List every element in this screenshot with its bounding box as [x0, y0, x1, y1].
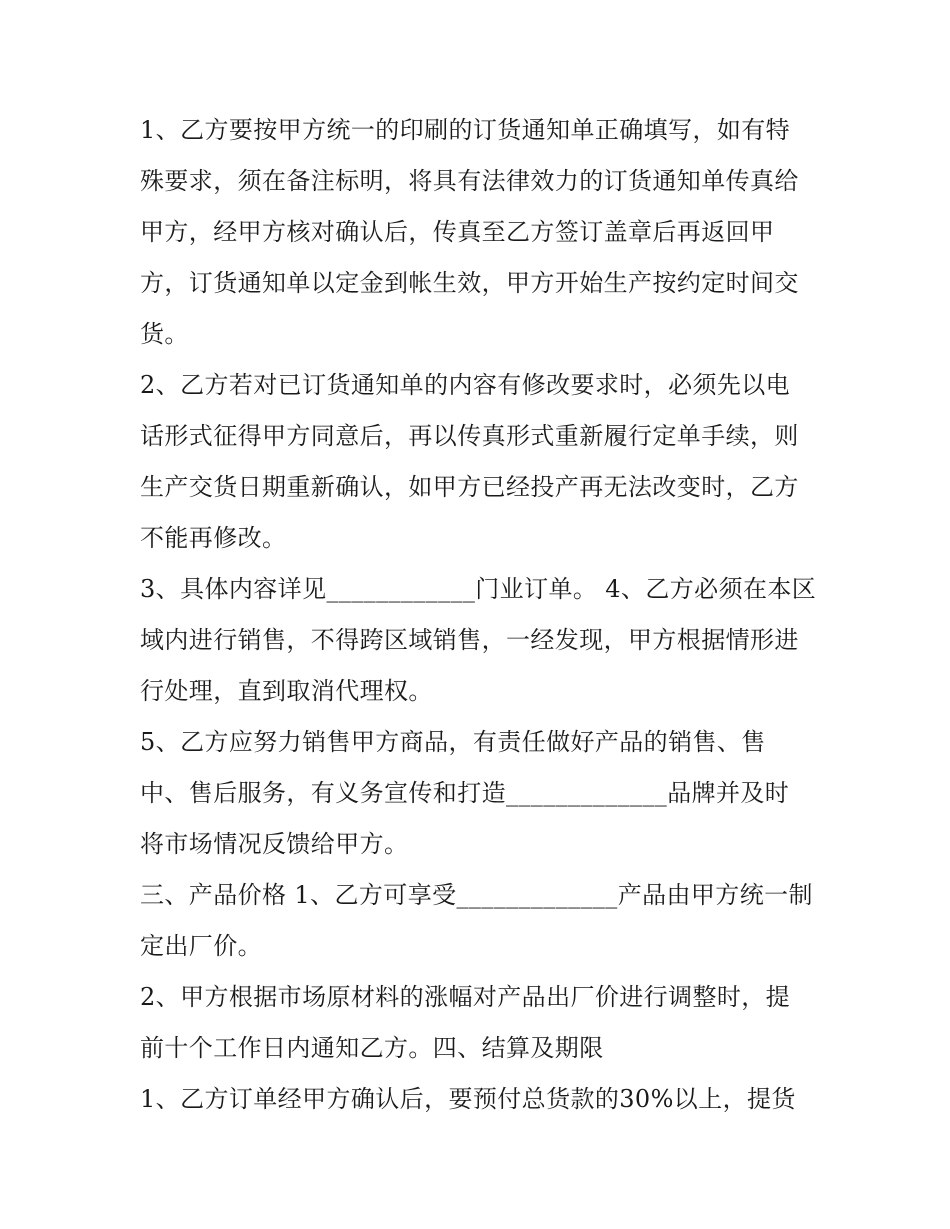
text-line: 1、乙方要按甲方统一的印刷的订货通知单正确填写，如有特 [140, 116, 791, 144]
text-line: 域内进行销售，不得跨区域销售，一经发现，甲方根据情形进 [140, 626, 799, 654]
text-line: 前十个工作日内通知乙方。四、结算及期限 [140, 1034, 604, 1062]
text-line: 将市场情况反馈给甲方。 [140, 830, 409, 858]
text-line: 生产交货日期重新确认，如甲方已经投产再无法改变时，乙方 [140, 473, 799, 501]
text-line: 中、售后服务，有义务宣传和打造_____________品牌并及时 [140, 779, 790, 807]
text-line: 不能再修改。 [140, 524, 287, 552]
text-line: 定出厂价。 [140, 932, 262, 960]
text-line: 行处理，直到取消代理权。 [140, 677, 433, 705]
text-line: 3、具体内容详见____________门业订单。 4、乙方必须在本区 [140, 575, 817, 603]
text-line: 三、产品价格 1、乙方可享受_____________产品由甲方统一制 [140, 881, 813, 909]
text-line: 1、乙方订单经甲方确认后，要预付总货款的30%以上，提货 [140, 1085, 796, 1113]
text-line: 殊要求，须在备注标明，将具有法律效力的订货通知单传真给 [140, 167, 799, 195]
text-line: 2、甲方根据市场原材料的涨幅对产品出厂价进行调整时，提 [140, 983, 791, 1011]
text-line: 货。 [140, 320, 189, 348]
document-body [140, 105, 820, 1125]
text-line: 5、乙方应努力销售甲方商品，有责任做好产品的销售、售 [140, 728, 766, 756]
text-line: 2、乙方若对已订货通知单的内容有修改要求时，必须先以电 [140, 371, 791, 399]
text-line: 甲方，经甲方核对确认后，传真至乙方签订盖章后再返回甲 [140, 218, 775, 246]
text-line: 方，订货通知单以定金到帐生效，甲方开始生产按约定时间交 [140, 269, 799, 297]
text-line: 话形式征得甲方同意后，再以传真形式重新履行定单手续，则 [140, 422, 799, 450]
